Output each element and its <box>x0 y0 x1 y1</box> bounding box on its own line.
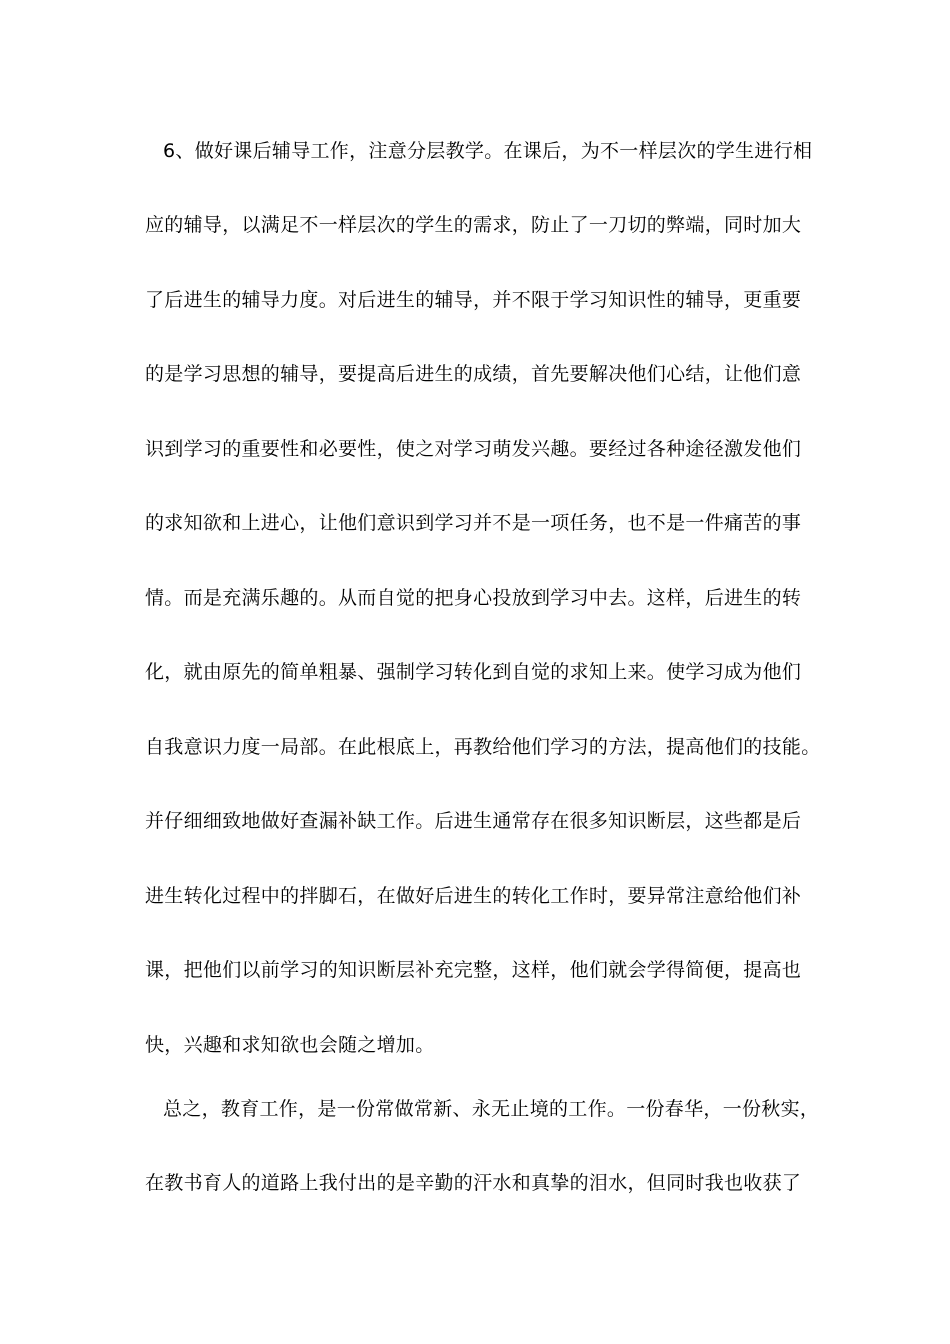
paragraph-6-line-1: 6、做好课后辅导工作，注意分层教学。在课后，为不一样层次的学生进行相 <box>163 140 813 162</box>
paragraph-6-line-10: 并仔细细致地做好查漏补缺工作。后进生通常存在很多知识断层，这些都是后 <box>145 810 802 832</box>
paragraph-6-line-13: 快，兴趣和求知欲也会随之增加。 <box>145 1034 435 1056</box>
paragraph-6-line-4: 的是学习思想的辅导，要提高后进生的成绩，首先要解决他们心结，让他们意 <box>145 363 802 385</box>
paragraph-6-line-6: 的求知欲和上进心，让他们意识到学习并不是一项任务，也不是一件痛苦的事 <box>145 512 802 534</box>
paragraph-6-line-5: 识到学习的重要性和必要性，使之对学习萌发兴趣。要经过各种途径激发他们 <box>145 438 802 460</box>
paragraph-6-line-12: 课，把他们以前学习的知识断层补充完整，这样，他们就会学得简便，提高也 <box>145 959 802 981</box>
paragraph-6-line-11: 进生转化过程中的拌脚石，在做好后进生的转化工作时，要异常注意给他们补 <box>145 885 802 907</box>
summary-paragraph-line-2: 在教书育人的道路上我付出的是辛勤的汗水和真挚的泪水，但同时我也收获了 <box>145 1172 802 1194</box>
paragraph-6-line-7: 情。而是充满乐趣的。从而自觉的把身心投放到学习中去。这样，后进生的转 <box>145 587 802 609</box>
paragraph-6-line-3: 了后进生的辅导力度。对后进生的辅导，并不限于学习知识性的辅导，更重要 <box>145 289 802 311</box>
paragraph-6-line-9: 自我意识力度一局部。在此根底上，再教给他们学习的方法，提高他们的技能。 <box>145 736 821 758</box>
paragraph-6-line-2: 应的辅导，以满足不一样层次的学生的需求，防止了一刀切的弊端，同时加大 <box>145 214 802 236</box>
paragraph-6-line-8: 化，就由原先的简单粗暴、强制学习转化到自觉的求知上来。使学习成为他们 <box>145 661 802 683</box>
summary-paragraph-line-1: 总之，教育工作，是一份常做常新、永无止境的工作。一份春华，一份秋实， <box>163 1098 820 1120</box>
